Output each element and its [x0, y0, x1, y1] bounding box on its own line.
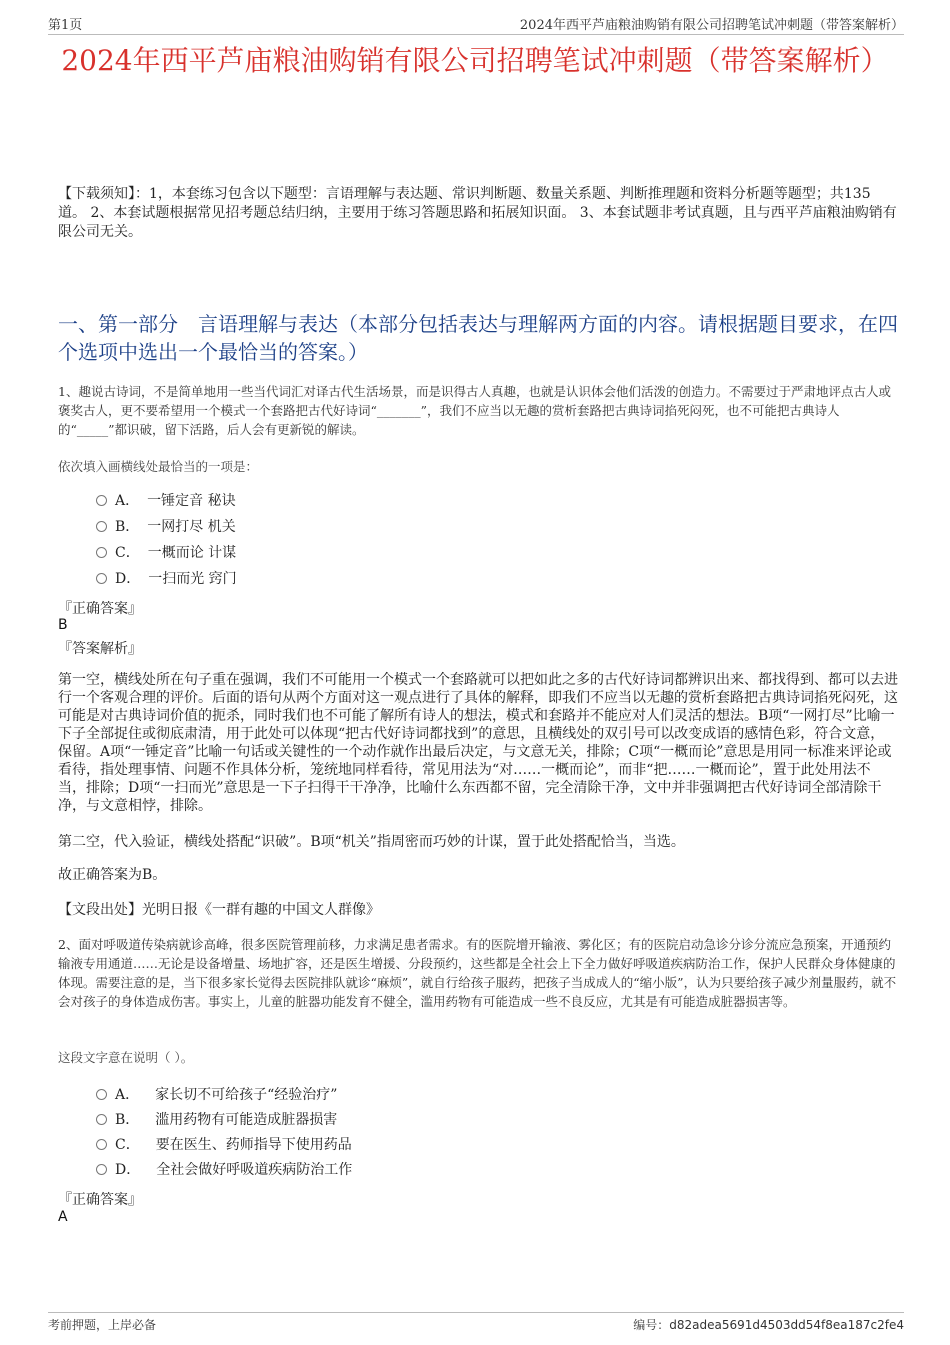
option-d[interactable]: D． 全社会做好呼吸道疾病防治工作 — [96, 1160, 352, 1180]
header-doc-title: 2024年西平芦庙粮油购销有限公司招聘笔试冲刺题（带答案解析） — [519, 18, 904, 33]
option-c[interactable]: C． 要在医生、药师指导下使用药品 — [96, 1135, 352, 1155]
question-prompt: 依次填入画横线处最恰当的一项是： — [58, 459, 259, 474]
radio-icon[interactable] — [96, 547, 107, 558]
option-d[interactable]: D． 一扫而光 窍门 — [96, 569, 237, 589]
analysis-conclusion: 故正确答案为B。 — [58, 867, 167, 883]
question-stem: 1、趣说古诗词，不是简单地用一些当代词汇对译古代生活场景，而是识得古人真趣，也就是认识体会他们活泼的创造力。不需要过于严肃地评点古人或褒奖古人，更不要希望用一个模式一个套路把古代好诗词“_______”，我们不应当以无趣的赏析套路把古典诗词掐死闷死，也不可能把古典诗人的“_____”都识破，留下活路，后人会有更新锐的解读。 — [58, 384, 891, 437]
analysis-paragraph: 第一空，横线处所在句子重在强调，我们不可能用一个模式一个套路就可以把如此之多的古代好诗词都辨识出来、都找得到、都可以去进行一个客观合理的评价。后面的语句从两个方面对这一观点进行了具体的解释，即我们不应当以无趣的赏析套路把古典诗词掐死闷死，这可能是对古典诗词价值的扼杀，同时我们也不可能了解所有诗人的想法，模式和套路并不能应对人们灵活的想法。B项“一网打尽”比喻一下子全部捉住或彻底肃清，用于此处可以体现“把古代好诗词都找到”的意思，且横线处的双引号可以改变成语的感情色彩，符合文意，保留。A项“一锤定音”比喻一句话或关键性的一个动作就作出最后决定，与文意无关，排除；C项“一概而论”意思是用同一标准来评论或看待，指处理事情、问题不作具体分析，笼统地同样看待，常见用法为“对……一概而论”，而非“把……一概而论”，置于此处用法不当，排除；D项“一扫而光”意思是一下子扫得干干净净，比喻什么东西都不留，完全清除干净，文中并非强调把古代好诗词全部清除干净，与文意相悖，排除。 — [58, 672, 898, 814]
radio-icon[interactable] — [96, 1114, 107, 1125]
footer-slogan: 考前押题，上岸必备 — [48, 1318, 157, 1332]
answer-label: 『正确答案』 — [58, 601, 142, 617]
radio-icon[interactable] — [96, 1139, 107, 1150]
answer-label: 『正确答案』 — [58, 1192, 142, 1208]
option-a[interactable]: A． 一锤定音 秘诀 — [96, 491, 236, 511]
question-prompt: 这段文字意在说明（ ）。 — [58, 1050, 194, 1065]
radio-icon[interactable] — [96, 521, 107, 532]
document-id: 编号：d82adea5691d4503dd54f8ea187c2fe4 — [633, 1318, 904, 1332]
answer-value: B — [58, 617, 68, 633]
document-title: 2024年西平芦庙粮油购销有限公司招聘笔试冲刺题（带答案解析） — [61, 44, 889, 77]
radio-icon[interactable] — [96, 495, 107, 506]
radio-icon[interactable] — [96, 573, 107, 584]
analysis-label: 『答案解析』 — [58, 641, 142, 657]
option-b[interactable]: B． 滥用药物有可能造成脏器损害 — [96, 1110, 337, 1130]
option-b[interactable]: B． 一网打尽 机关 — [96, 517, 236, 537]
option-a[interactable]: A． 家长切不可给孩子“经验治疗” — [96, 1085, 337, 1105]
section-title: 一、第一部分 言语理解与表达（本部分包括表达与理解两方面的内容。请根据题目要求，在四个选项中选出一个最恰当的答案。） — [58, 312, 898, 364]
source-citation: 【文段出处】光明日报《一群有趣的中国文人群像》 — [58, 902, 380, 918]
analysis-paragraph: 第二空，代入验证，横线处搭配“识破”。B项“机关”指周密而巧妙的计谋，置于此处搭配恰当，当选。 — [58, 834, 685, 850]
page-footer — [48, 1312, 904, 1335]
page-number: 第1页 — [48, 18, 83, 33]
question-stem: 2、面对呼吸道传染病就诊高峰，很多医院管理前移，力求满足患者需求。有的医院增开输液、雾化区；有的医院启动急诊分诊分流应急预案，开通预约输液专用通道……无论是设备增量、场地扩容，还是医生增援、分段预约，这些都是全社会上下全力做好呼吸道疾病防治工作，保护人民群众身体健康的体现。需要注意的是，当下很多家长觉得去医院排队就诊“麻烦”，就自行给孩子服药，把孩子当成成人的“缩小版”，认为只要给孩子减少剂量服药，就不会对孩子的身体造成伤害。事实上，儿童的脏器功能发育不健全，滥用药物有可能造成一些不良反应，尤其是有可能造成脏器损害等。 — [58, 937, 897, 1009]
download-notice: 【下载须知】：1，本套练习包含以下题型：言语理解与表达题、常识判断题、数量关系题、判断推理题和资料分析题等题型；共135道。 2、本套试题根据常见招考题总结归纳，主要用于练习答题思路和拓展知识面。 3、本套试题非考试真题，且与西平芦庙粮油购销有限公司无关。 — [58, 186, 897, 240]
radio-icon[interactable] — [96, 1164, 107, 1175]
answer-value: A — [58, 1209, 68, 1225]
page-header — [48, 12, 904, 35]
radio-icon[interactable] — [96, 1089, 107, 1100]
option-c[interactable]: C． 一概而论 计谋 — [96, 543, 236, 563]
